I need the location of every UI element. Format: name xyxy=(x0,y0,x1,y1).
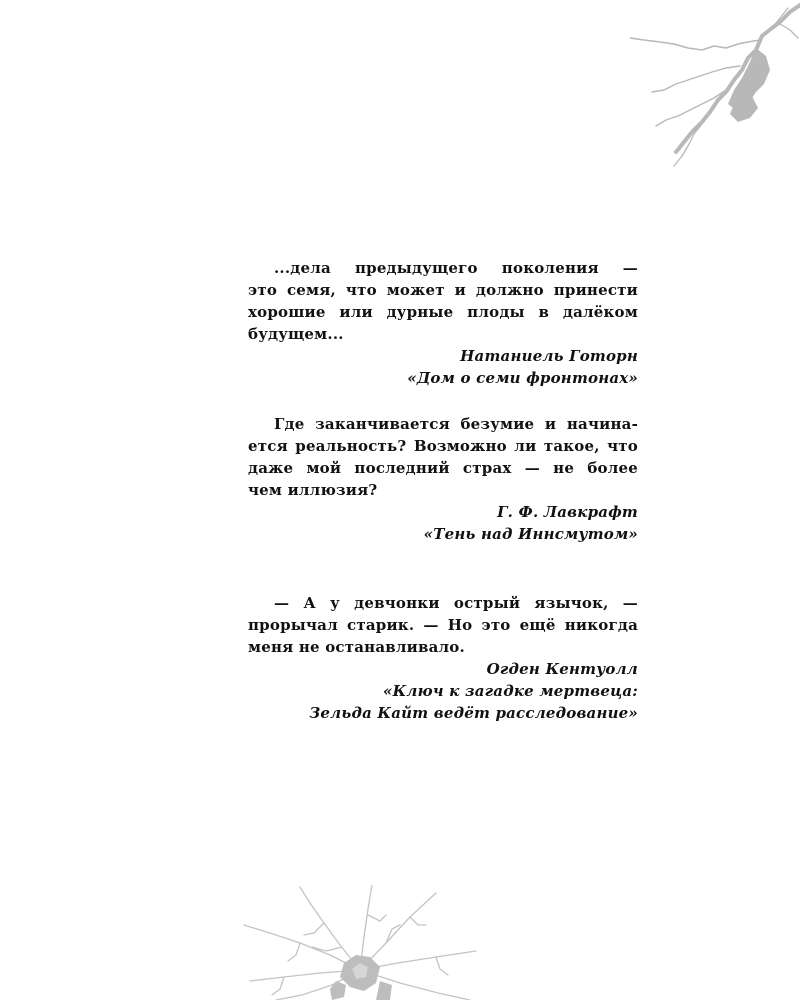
epigraph-source: Зельда Кайт ведёт расследование» xyxy=(309,704,638,722)
shattered-glass-icon xyxy=(240,885,480,1000)
epigraph-source: «Дом о семи фронтонах» xyxy=(407,369,638,387)
epigraph-quote xyxy=(248,413,638,501)
epigraph-hawthorne xyxy=(248,257,638,389)
quote-line: прорычал старик. — Но это ещё никогда xyxy=(248,616,638,634)
quote-line: даже мой последний страх — не более xyxy=(248,459,638,477)
quote-line: это семя, что может и должно принести xyxy=(248,281,638,299)
epigraph-kentwall xyxy=(248,592,638,724)
epigraph-lovecraft xyxy=(248,413,638,545)
quote-line: ...дела предыдущего поколения — xyxy=(274,259,638,277)
quote-line: ется реальность? Возможно ли такое, что xyxy=(248,437,638,455)
epigraph-author: Г. Ф. Лавкрафт xyxy=(497,503,638,521)
quote-line: чем иллюзия? xyxy=(248,481,378,499)
crack-icon xyxy=(630,0,800,175)
epigraph-author: Натаниель Готорн xyxy=(460,347,638,365)
quote-line: — А у девчонки острый язычок, — xyxy=(274,594,638,612)
epigraph-source: «Тень над Иннсмутом» xyxy=(423,525,638,543)
epigraph-quote xyxy=(248,257,638,345)
epigraphs xyxy=(248,257,638,724)
quote-line: меня не останавливало. xyxy=(248,638,465,656)
epigraph-quote xyxy=(248,592,638,658)
epigraph-source: «Ключ к загадке мертвеца: xyxy=(383,682,638,700)
quote-line: хорошие или дурные плоды в далёком xyxy=(248,303,638,321)
quote-line: будущем... xyxy=(248,325,344,343)
quote-line: Где заканчивается безумие и начина- xyxy=(274,415,638,433)
epigraph-author: Огден Кентуолл xyxy=(486,660,638,678)
